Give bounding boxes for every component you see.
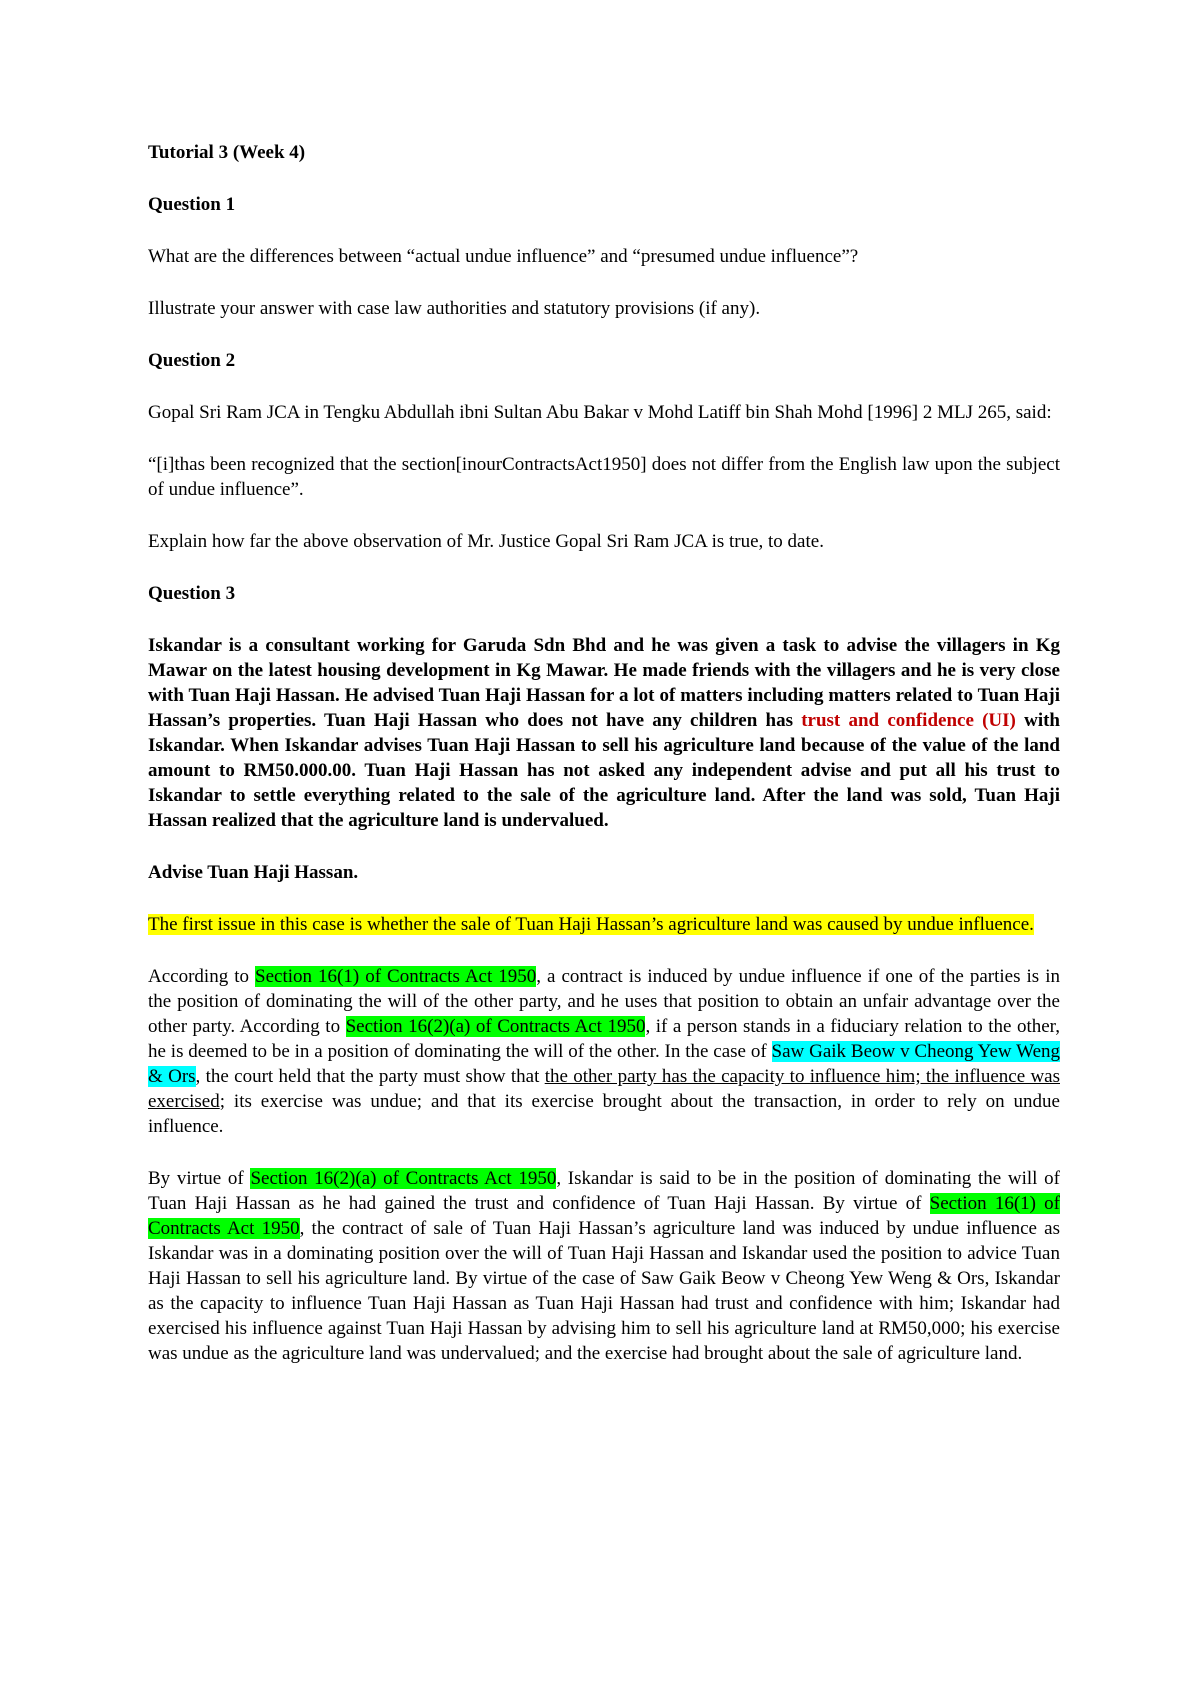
- question-3-facts: [148, 633, 1060, 833]
- question-2-instruction: Explain how far the above observation of Mr. Justice Gopal Sri Ram JCA is true, to date.: [148, 531, 824, 552]
- case-highlight: Saw Gaik Beow v Cheong Yew Weng & Ors: [148, 1041, 1061, 1087]
- question-3-heading: Question 3: [148, 583, 236, 604]
- question-2-heading: Question 2: [148, 350, 236, 371]
- law-text-2: , a contract is induced by undue influence if one of the parties is in the position of dominating the will of the other party, and he uses that position to obtain an unfair advantage over the other party. According to: [148, 966, 1060, 1037]
- question-1-text: What are the differences between “actual undue influence” and “presumed undue influence”?: [148, 246, 859, 267]
- facts-text-a: Iskandar is a consultant working for Garuda Sdn Bhd and he was given a task to advise the villagers in Kg Mawar on the latest housing development in Kg Mawar. He made friends with the villagers and he is very close with Tuan Haji Hassan. He advised Tuan Haji Hassan for a lot of matters including matters related to Tuan Haji Hassan’s properties. Tuan Haji Hassan who does not have any children has: [148, 635, 1060, 731]
- law-paragraph: [148, 964, 1060, 1139]
- issue-paragraph: [148, 912, 1060, 937]
- facts-text-b: with Iskandar. When Iskandar advises Tuan Haji Hassan to sell his agriculture land because of the value of the land amount to RM50.000.00. Tuan Haji Hassan has not asked any independent advise and put all his trust to Iskandar to settle everything related to the sale of the agriculture land. After the land was sold, Tuan Haji Hassan realized that the agriculture land is undervalued.: [148, 710, 1061, 831]
- tutorial-title: Tutorial 3 (Week 4): [148, 142, 306, 163]
- question-2-citation: Gopal Sri Ram JCA in Tengku Abdullah ibni Sultan Abu Bakar v Mohd Latiff bin Shah Mohd [1996] 2 MLJ 265, said:: [148, 402, 1052, 423]
- app-text-3: , the contract of sale of Tuan Haji Hassan’s agriculture land was induced by undue influence as Iskandar was in a dominating position over the will of Tuan Haji Hassan and Iskandar used the position to advice Tuan Haji Hassan to sell his agriculture land. By virtue of the case of Saw Gaik Beow v Cheong Yew Weng & Ors, Iskandar as the capacity to influence Tuan Haji Hassan as Tuan Haji Hassan had trust and confidence with him; Iskandar had exercised his influence against Tuan Haji Hassan by advising him to sell his agriculture land at RM50,000; his exercise was undue as the agriculture land was undervalued; and the exercise had brought about the sale of agriculture land.: [148, 1218, 1060, 1364]
- app-text-1: By virtue of: [148, 1168, 251, 1189]
- section-16-1-highlight: Section 16(1) of Contracts Act 1950: [255, 966, 537, 987]
- section-16-2a-highlight-2: Section 16(2)(a) of Contracts Act 1950: [250, 1168, 557, 1189]
- section-16-1-highlight-2: Section 16(1) of Contracts Act 1950: [148, 1193, 1060, 1239]
- issue-highlight: The first issue in this case is whether the sale of Tuan Haji Hassan’s agriculture land was caused by undue influence.: [148, 914, 1034, 935]
- app-text-2: , Iskandar is said to be in the position of dominating the will of Tuan Haji Hassan as he had gained the trust and confidence of Tuan Haji Hassan. By virtue of: [148, 1168, 1060, 1214]
- law-text-4: , the court held that the party must show that: [195, 1066, 545, 1087]
- law-text-5: ; its exercise was undue; and that its exercise brought about the transaction, in order to rely on undue influence.: [148, 1091, 1060, 1137]
- law-text-3: , if a person stands in a fiduciary relation to the other, he is deemed to be in a position of dominating the will of the other. In the case of: [148, 1016, 1060, 1062]
- document-page: [148, 140, 1060, 1393]
- question-1-heading: Question 1: [148, 194, 236, 215]
- law-text-1: According to: [148, 966, 256, 987]
- underlined-test: the other party has the capacity to influence him; the influence was exercised: [148, 1066, 1060, 1112]
- question-2-quote: “[i]thas been recognized that the section[inourContractsAct1950] does not differ from the English law upon the subject of undue influence”.: [148, 454, 1060, 500]
- question-1-instruction: Illustrate your answer with case law authorities and statutory provisions (if any).: [148, 298, 761, 319]
- application-paragraph: [148, 1166, 1060, 1366]
- section-16-2a-highlight: Section 16(2)(a) of Contracts Act 1950: [345, 1016, 646, 1037]
- advise-heading: Advise Tuan Haji Hassan.: [148, 862, 359, 883]
- facts-red-highlight: trust and confidence (UI): [801, 710, 1016, 731]
